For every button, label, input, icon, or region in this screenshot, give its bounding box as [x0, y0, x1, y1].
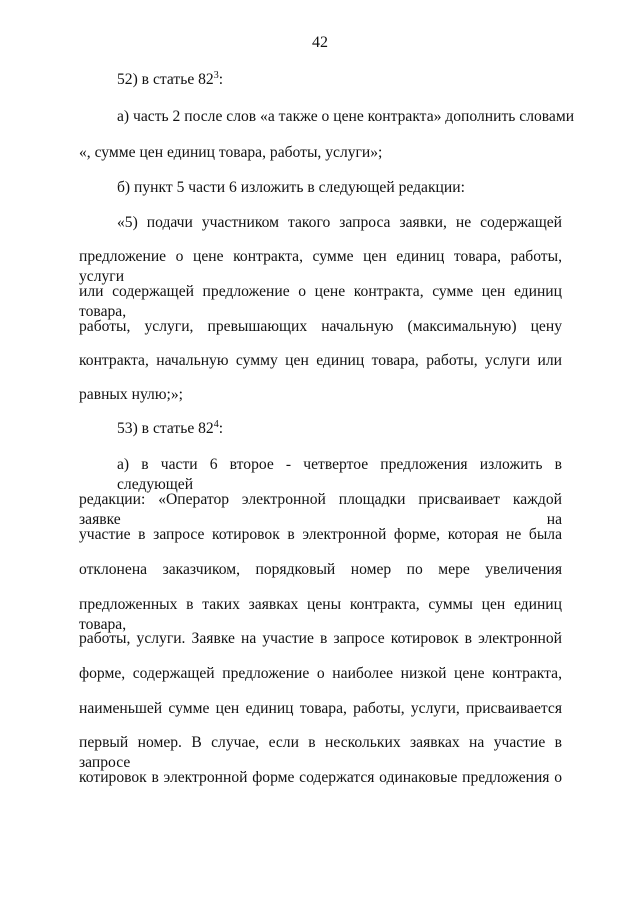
- item-53-superscript: 4: [213, 418, 219, 430]
- page-number: 42: [312, 34, 328, 51]
- text-line: отклонена заказчиком, порядковый номер по мере увеличения: [79, 561, 562, 578]
- item-52-heading: [117, 70, 562, 90]
- text-line: равных нулю;»;: [79, 386, 183, 403]
- item-53-text: 53) в статье 82: [117, 420, 214, 437]
- text-line: предложение о цене контракта, сумме цен единиц товара, работы, услуги: [79, 248, 562, 285]
- text-line: первый номер. В случае, если в нескольких заявках на участие в запросе: [79, 734, 562, 771]
- text-line: а) часть 2 после слов «а также о цене контракта» дополнить словами: [117, 108, 575, 125]
- text-line: «5) подачи участником такого запроса заявки, не содержащей: [117, 214, 562, 231]
- text-line: контракта, начальную сумму цен единиц товара, работы, услуги или: [79, 352, 562, 369]
- text-line: котировок в электронной форме содержатся одинаковые предложения о: [79, 769, 562, 786]
- text-line: б) пункт 5 части 6 изложить в следующей редакции:: [117, 179, 465, 196]
- text-line: «, сумме цен единиц товара, работы, услуги»;: [79, 144, 383, 161]
- item-52-text: 52) в статье 82: [117, 71, 214, 88]
- item-53-heading: [117, 419, 562, 439]
- text-line: участие в запросе котировок в электронной форме, которая не была: [79, 526, 562, 543]
- text-line: наименьшей сумме цен единиц товара, работы, услуги, присваивается: [79, 700, 562, 717]
- text-line: предложенных в таких заявках цены контракта, суммы цен единиц товара,: [79, 596, 562, 633]
- text-line: работы, услуги. Заявке на участие в запросе котировок в электронной: [79, 630, 562, 647]
- text-line: а) в части 6 второе - четвертое предложения изложить в следующей: [117, 456, 562, 493]
- text-line: работы, услуги, превышающих начальную (максимальную) цену: [79, 318, 562, 335]
- item-52-colon: :: [218, 71, 224, 88]
- text-line: форме, содержащей предложение о наиболее низкой цене контракта,: [79, 665, 562, 682]
- item-52-superscript: 3: [213, 69, 219, 81]
- text-line: или содержащей предложение о цене контракта, сумме цен единиц товара,: [79, 283, 562, 320]
- text-line: редакции: «Оператор электронной площадки присваивает каждой заявке на: [79, 491, 562, 528]
- item-53-colon: :: [218, 420, 224, 437]
